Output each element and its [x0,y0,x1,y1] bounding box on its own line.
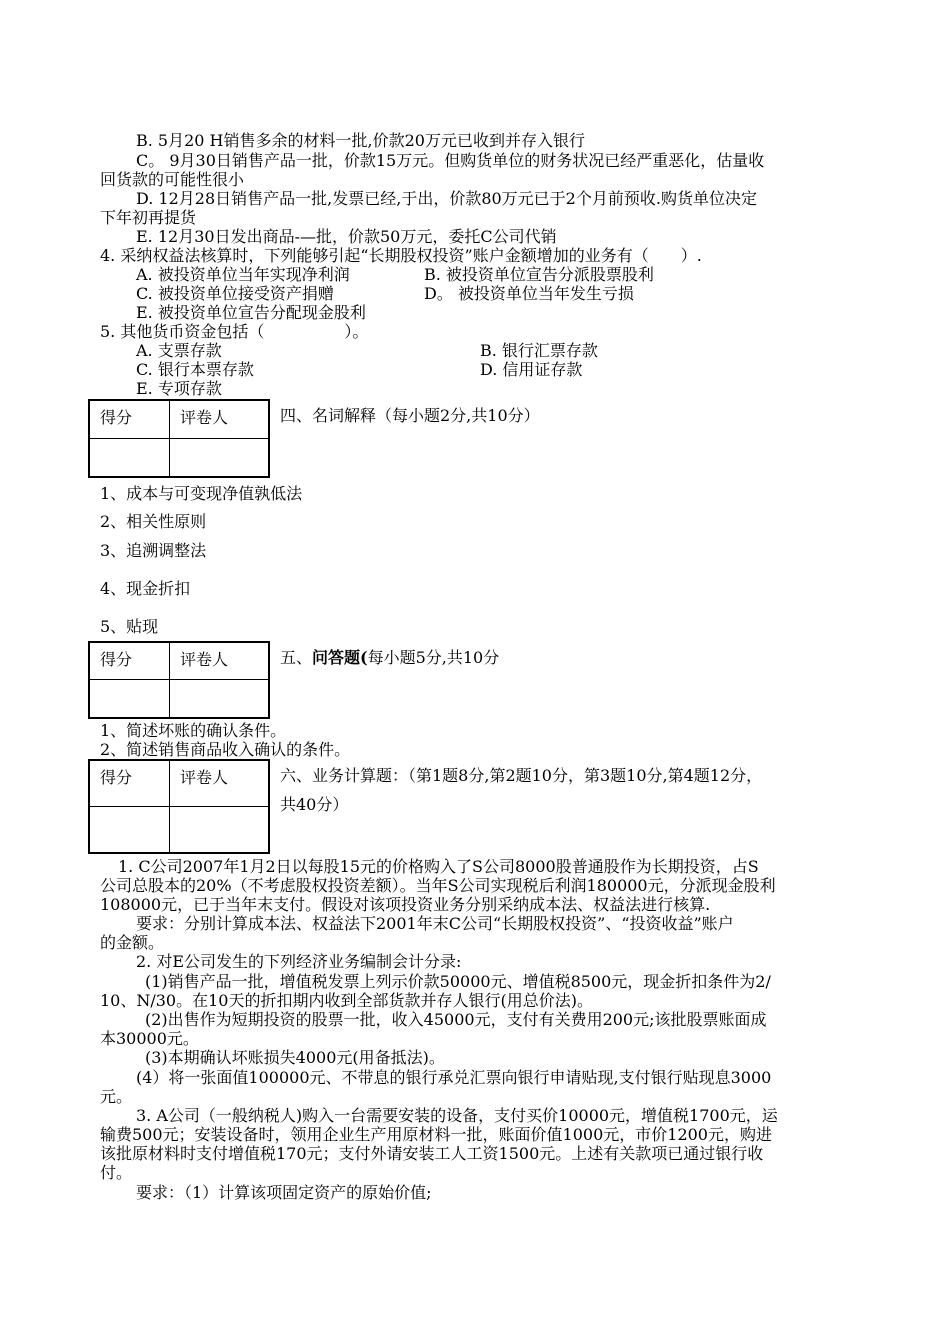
q3-option-c-cont: 回货款的可能性很小 [100,170,245,189]
section4-item-1: 1、成本与可变现净值孰低法 [100,484,303,503]
section6-line: (3)本期确认坏账损失4000元(用备抵法)。 [145,1048,445,1067]
section4-item-5: 5、贴现 [100,617,159,636]
q5-option-e: E. 专项存款 [136,379,222,398]
q5-option-a: A. 支票存款 [136,341,222,360]
section4-item-3: 3、追溯调整法 [100,541,207,560]
score-cell[interactable] [90,807,170,853]
grader-label: 评卷人 [170,761,268,807]
section6-line: 的金额。 [100,933,165,952]
score-label: 得分 [90,643,170,680]
section4-title: 四、名词解释（每小题2分,共10分） [280,406,540,425]
q4-option-d: D。 被投资单位当年发生亏损 [424,284,634,303]
q5-option-b: B. 银行汇票存款 [480,341,598,360]
section6-line: 本30000元。 [100,1029,199,1048]
section6-line: 输费500元；安装设备时，领用企业生产用原材料一批，账面价值1000元，市价1200元，购进 [100,1125,772,1144]
section6-line: 要求：分别计算成本法、权益法下2001年末C公司“长期股权投资”、“投资收益”账户 [136,914,734,933]
q3-option-d: D. 12月28日销售产品一批,发票已经,于出，价款80万元已于2个月前预收.购货单位决定 [136,189,757,208]
section6-line: 10、N/30。在10天的折扣期内收到全部货款并存人银行(用总价法)。 [100,991,593,1010]
section5-title: 五、问答题(每小题5分,共10分 [280,648,500,667]
q4-option-c: C. 被投资单位接受资产捐赠 [136,284,334,303]
section5-item-2: 2、简述销售商品收入确认的条件。 [100,740,351,759]
section6-line: 108000元，已于当年末支付。假设对该项投资业务分别采纳成本法、权益法进行核算. [100,895,711,914]
section6-line: (1)销售产品一批，增值税发票上列示价款50000元、增值税8500元，现金折扣条件为2/ [145,972,771,991]
score-table-section6 [88,759,270,854]
q3-option-c: C。 9月30日销售产品一批，价款15万元。但购货单位的财务状况已经严重恶化，估量收 [136,151,765,170]
q4-stem: 4. 采纳权益法核算时，下列能够引起“长期股权投资”账户金额增加的业务有（ ）. [100,246,702,265]
section6-line: 元。 [100,1087,133,1106]
q4-option-a: A. 被投资单位当年实现净利润 [136,265,350,284]
score-cell[interactable] [90,680,170,717]
score-table-section4 [88,399,270,478]
q3-option-b: B. 5月20 H销售多余的材料一批,价款20万元已收到并存入银行 [136,131,585,150]
score-label: 得分 [90,401,170,439]
section6-line: 付。 [100,1163,133,1182]
grader-label: 评卷人 [170,401,268,439]
q5-option-d: D. 信用证存款 [480,360,583,379]
section6-line: 要求：（1）计算该项固定资产的原始价值; [136,1183,432,1202]
grader-label: 评卷人 [170,643,268,680]
section6-line: 3. A公司（一般纳税人)购入一台需要安装的设备，支付买价10000元，增值税1700元，运 [136,1106,778,1125]
score-cell[interactable] [90,439,170,477]
section6-title: 六、业务计算题：（第1题8分,第2题10分，第3题10分,第4题12分， [280,766,763,785]
q4-option-e: E. 被投资单位宣告分配现金股利 [136,303,366,322]
section6-line: 1. C公司2007年1月2日以每股15元的价格购入了S公司8000股普通股作为长期投资，占S [118,857,759,876]
section6-line: 2. 对E公司发生的下列经济业务编制会计分录: [136,952,462,971]
q4-option-b: B. 被投资单位宣告分派股票股利 [424,265,654,284]
section4-item-2: 2、相关性原则 [100,512,207,531]
q5-stem: 5. 其他货币资金包括（ ）。 [100,322,369,341]
grader-cell[interactable] [170,807,268,853]
grader-cell[interactable] [170,680,268,717]
grader-cell[interactable] [170,439,268,477]
section6-title-cont: 共40分） [280,795,349,814]
section4-item-4: 4、现金折扣 [100,579,191,598]
section5-item-1: 1、简述坏账的确认条件。 [100,721,287,740]
section6-line: (4）将一张面值100000元、不带息的银行承兑汇票向银行申请贴现,支付银行贴现息3000 [136,1068,772,1087]
score-label: 得分 [90,761,170,807]
section6-line: 该批原材料时支付增值税170元；支付外请安装工人工资1500元。上述有关款项已通过银行收 [100,1144,764,1163]
section6-line: 公司总股本的20%（不考虑股权投资差额）。当年S公司实现税后利润180000元，分派现金股利 [100,876,776,895]
q3-option-d-cont: 下年初再提货 [100,208,197,227]
score-table-section5 [88,641,270,719]
section6-line: (2)出售作为短期投资的股票一批，收入45000元，支付有关费用200元;该批股票账面成 [145,1010,767,1029]
q3-option-e: E. 12月30日发出商品-—批，价款50万元，委托C公司代销 [136,227,557,246]
q5-option-c: C. 银行本票存款 [136,360,254,379]
